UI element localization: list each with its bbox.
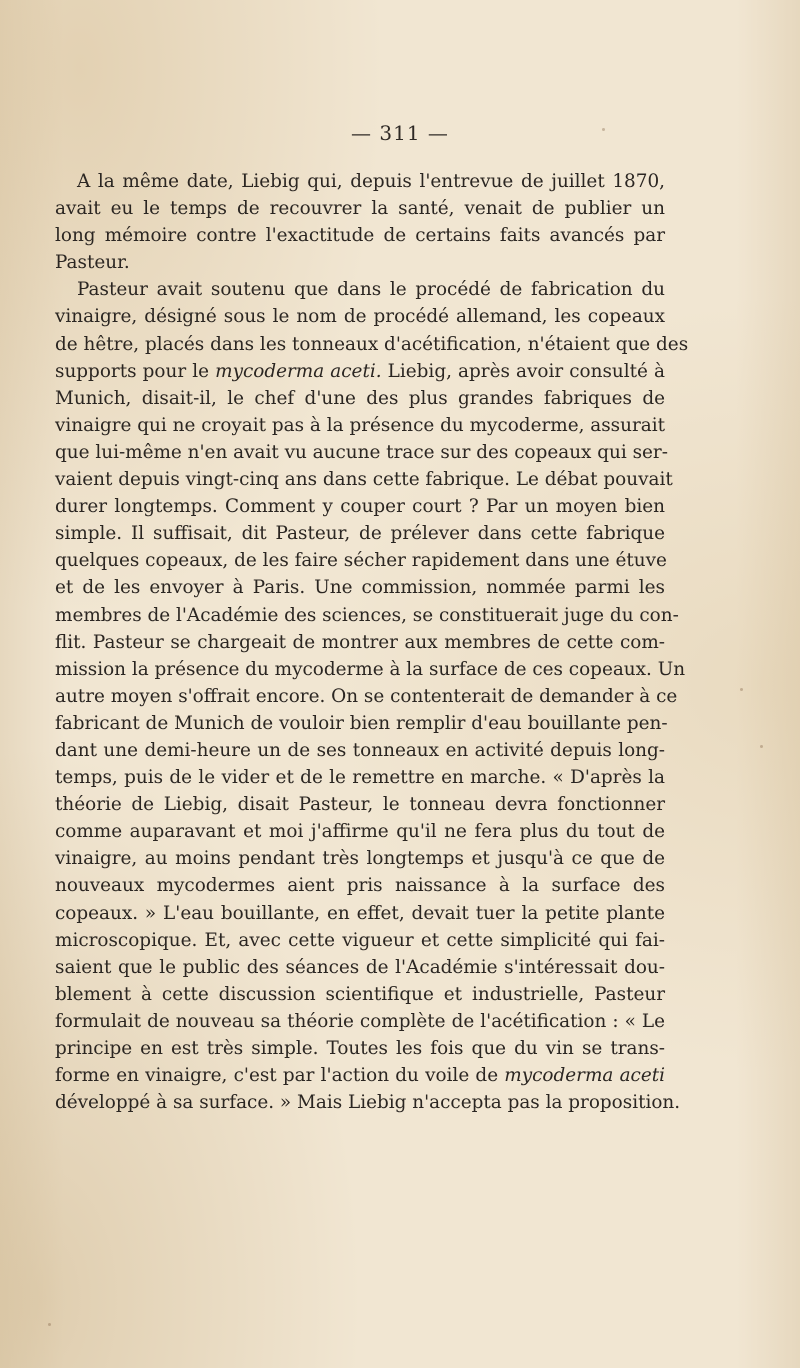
text-line: principe en est très simple. Toutes les fois que du vin se trans- (55, 1038, 665, 1059)
text-line: blement à cette discussion scientifique et industrielle, Pasteur (55, 983, 665, 1005)
text-line: vinaigre, au moins pendant très longtemps et jusqu'à ce que de (55, 848, 665, 870)
text-line: Munich, disait-il, le chef d'une des plus grandes fabriques de (55, 387, 665, 409)
text-line: vinaigre, désigné sous le nom de procédé allemand, les copeaux (55, 306, 665, 328)
text-line (55, 358, 665, 385)
text-line: dant une demi-heure un de ses tonneaux en activité depuis long- (55, 739, 665, 761)
text-line: nouveaux mycodermes aient pris naissance à la surface des (55, 875, 665, 897)
page-number: — 311 — (351, 121, 449, 145)
paper-speck (760, 745, 763, 748)
text-segment: supports pour le (55, 360, 216, 382)
text-line: saient que le public des séances de l'Académie s'intéressait dou- (55, 956, 665, 978)
text-line: de hêtre, placés dans les tonneaux d'acétification, n'étaient que des (55, 333, 689, 355)
text-line: formulait de nouveau sa théorie complète de l'acétification : « Le (55, 1010, 665, 1032)
text-line: développé à sa surface. » Mais Liebig n'accepta pas la proposition. (55, 1092, 681, 1114)
text-line: Pasteur. (55, 252, 130, 274)
text-line: copeaux. » L'eau bouillante, en effet, devait tuer la petite plante (55, 902, 665, 924)
text-line: flit. Pasteur se chargeait de montrer aux membres de cette com- (55, 631, 665, 653)
text-line: temps, puis de le vider et de le remettre en marche. « D'après la (55, 767, 665, 789)
text-line: comme auparavant et moi j'affirme qu'il ne fera plus du tout de (55, 821, 665, 843)
text-segment: forme en vinaigre, c'est par l'action du voile de (55, 1065, 505, 1087)
text-line: quelques copeaux, de les faire sécher rapidement dans une étuve (55, 550, 667, 572)
text-line: Pasteur avait soutenu que dans le procédé de fabrication du (77, 279, 665, 301)
paper-speck (602, 128, 605, 131)
italic-term: mycoderma aceti. (215, 360, 382, 382)
paper-speck (740, 688, 743, 691)
text-line: vaient depuis vingt-cinq ans dans cette fabrique. Le débat pouvait (55, 469, 673, 491)
text-segment: Liebig, après avoir consulté à (381, 360, 665, 382)
text-line: microscopique. Et, avec cette vigueur et cette simplicité qui fai- (55, 929, 665, 951)
text-line: autre moyen s'offrait encore. On se contenterait de demander à ce (55, 685, 678, 707)
text-line: théorie de Liebig, disait Pasteur, le tonneau devra fonctionner (55, 794, 665, 816)
text-line (55, 1062, 665, 1089)
text-line: avait eu le temps de recouvrer la santé, venait de publier un (55, 198, 665, 220)
italic-term: mycoderma aceti (504, 1065, 665, 1087)
text-line: membres de l'Académie des sciences, se constituerait juge du con- (55, 604, 679, 626)
text-line: fabricant de Munich de vouloir bien remplir d'eau bouillante pen- (55, 712, 668, 734)
text-line: vinaigre qui ne croyait pas à la présence du mycoderme, assurait (55, 414, 665, 436)
body-text (55, 168, 689, 1116)
paper-speck (48, 1323, 51, 1326)
text-line: long mémoire contre l'exactitude de certains faits avancés par (55, 225, 665, 247)
text-line: mission la présence du mycoderme à la surface de ces copeaux. Un (55, 658, 686, 680)
text-line: durer longtemps. Comment y couper court ? Par un moyen bien (55, 496, 665, 518)
text-line: A la même date, Liebig qui, depuis l'entrevue de juillet 1870, (77, 171, 665, 192)
text-line: et de les envoyer à Paris. Une commission, nommée parmi les (55, 577, 665, 599)
text-line: que lui-même n'en avait vu aucune trace sur des copeaux qui ser- (55, 441, 668, 463)
text-line: simple. Il suffisait, dit Pasteur, de prélever dans cette fabrique (55, 523, 665, 545)
